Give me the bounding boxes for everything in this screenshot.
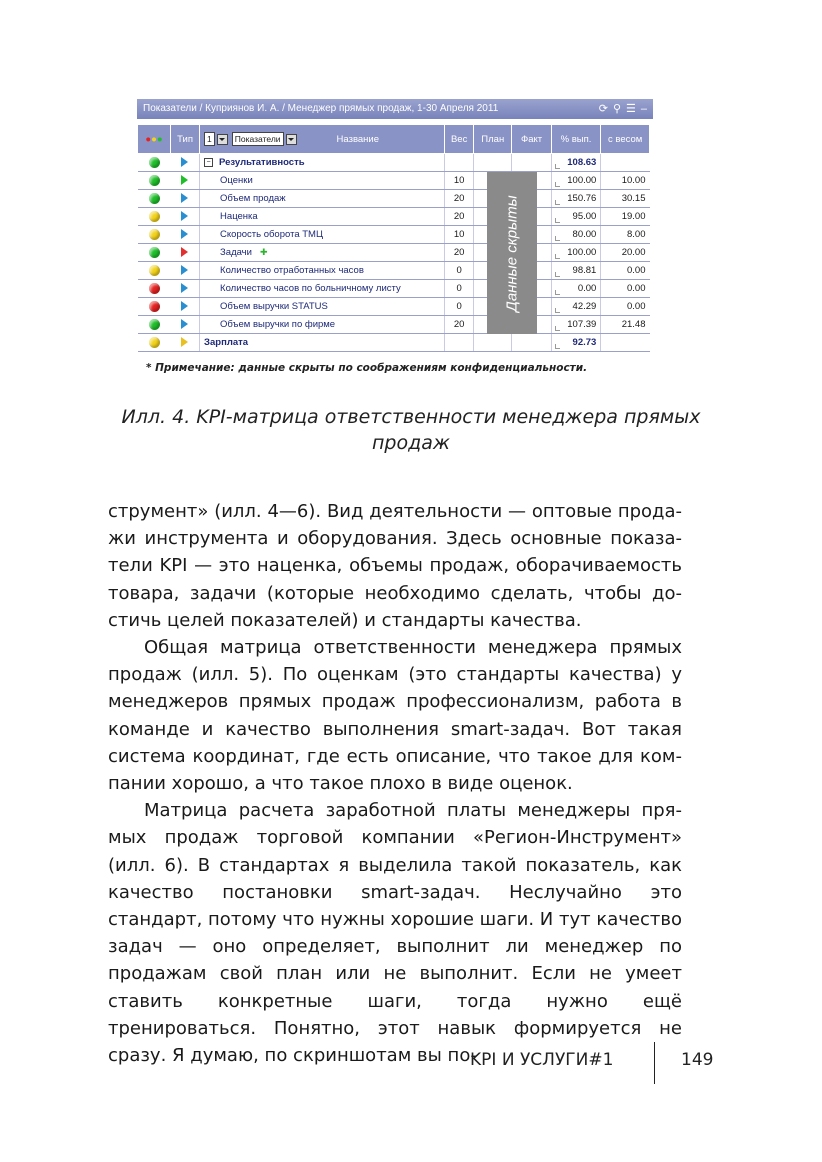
type-arrow-icon[interactable] (181, 319, 188, 329)
fact-cell (512, 154, 551, 172)
pct-cell: 95.00 (551, 208, 601, 226)
type-arrow-icon[interactable] (181, 265, 188, 275)
weight-cell (445, 334, 474, 352)
status-yellow-icon (149, 229, 160, 240)
refresh-icon[interactable]: ⟳ (598, 103, 608, 115)
weighted-cell: 20.00 (601, 244, 650, 262)
weight-cell: 20 (445, 244, 474, 262)
figure-caption: Илл. 4. KPI-матрица ответственности менеджера прямых продаж (121, 406, 701, 454)
widget-titlebar (137, 99, 653, 119)
type-arrow-icon[interactable] (181, 229, 188, 239)
chevron-down-icon (286, 134, 297, 145)
paragraph: Матрица расчета заработной платы менеджеры прямых продаж торговой компании «Регион-Инструмент» (илл. 6). В стандартах я выделила такой показатель, как качество постановки smart-задач. Неслучайно это стандарт, потому что нужны хорошие шаги. И тут качество задач — оно определяет, выполнит ли менеджер по продажам свой план или не выполнит. Если не умеет ставить конкретные шаги, тогда нужно ещё тренироваться. Понятно, этот навык формируется не сразу. Я думаю, по скриншотам вы по- (108, 800, 682, 1067)
chevron-down-icon (217, 134, 228, 145)
body-text (108, 498, 682, 1069)
weight-cell (445, 154, 474, 172)
type-arrow-icon[interactable] (181, 211, 188, 221)
confidentiality-note: * Примечание: данные скрыты по соображениям конфиденциальности. (146, 362, 588, 374)
footer-divider (654, 1042, 655, 1084)
status-yellow-icon (149, 211, 160, 222)
type-header[interactable]: Тип (171, 125, 200, 154)
weight-cell: 20 (445, 190, 474, 208)
name-header (200, 125, 445, 154)
weight-cell: 20 (445, 208, 474, 226)
type-arrow-icon[interactable] (181, 157, 188, 167)
pct-cell: 98.81 (551, 262, 601, 280)
weighted-cell: 0.00 (601, 262, 650, 280)
weighted-cell: 19.00 (601, 208, 650, 226)
type-arrow-icon[interactable] (181, 193, 188, 203)
weighted-cell: 0.00 (601, 280, 650, 298)
status-header: ●●● (138, 125, 171, 154)
row-name[interactable]: Объем продаж (200, 190, 445, 208)
row-name[interactable]: Скорость оборота ТМЦ (200, 226, 445, 244)
weighted-cell: 10.00 (601, 172, 650, 190)
status-green-icon (149, 157, 160, 168)
kpi-widget (137, 99, 653, 352)
status-green-icon (149, 319, 160, 330)
status-green-icon (149, 193, 160, 204)
search-icon[interactable]: ⚲ (612, 103, 621, 115)
row-name[interactable]: Объем выручки STATUS (200, 298, 445, 316)
weight-header[interactable]: Вес (445, 125, 474, 154)
table-row[interactable] (138, 190, 650, 208)
name-header-label[interactable]: Название (336, 133, 379, 145)
table-row[interactable] (138, 316, 650, 334)
row-name[interactable]: − Результативность (200, 154, 445, 172)
type-arrow-icon[interactable] (181, 283, 188, 293)
table-row[interactable] (138, 226, 650, 244)
pct-cell: 92.73 (551, 334, 601, 352)
status-yellow-icon (149, 337, 160, 348)
weight-cell: 0 (445, 262, 474, 280)
table-row[interactable] (138, 334, 650, 352)
status-red-icon (149, 283, 160, 294)
minimize-icon[interactable]: ‒ (640, 103, 647, 115)
pct-cell: 42.29 (551, 298, 601, 316)
weighted-cell: 8.00 (601, 226, 650, 244)
kpi-table (137, 124, 650, 352)
weighted-cell: 30.15 (601, 190, 650, 208)
pct-cell: 100.00 (551, 244, 601, 262)
status-yellow-icon (149, 265, 160, 276)
weight-cell: 0 (445, 280, 474, 298)
plan-header[interactable]: План (474, 125, 512, 154)
paragraph: струмент» (илл. 4—6). Вид деятельности — оптовые продажи инструмента и оборудования. Здесь основные показатели KPI — это наценка, объемы продаж, оборачиваемость товара, задачи (которые необходимо сделать, чтобы достичь целей показателей) и стандарты качества. (108, 501, 682, 631)
type-arrow-icon[interactable] (181, 247, 188, 257)
weight-cell: 10 (445, 226, 474, 244)
add-task-icon[interactable]: ✚ (259, 247, 268, 257)
row-name[interactable]: Количество часов по больничному листу (200, 280, 445, 298)
plan-cell (474, 334, 512, 352)
weighted-cell (601, 154, 650, 172)
pct-cell: 0.00 (551, 280, 601, 298)
filter-select[interactable]: Показатели (232, 132, 297, 146)
type-arrow-icon[interactable] (181, 337, 188, 347)
pct-cell: 80.00 (551, 226, 601, 244)
collapse-icon[interactable]: − (204, 158, 213, 167)
table-row[interactable] (138, 298, 650, 316)
pct-header[interactable]: % вып. (551, 125, 601, 154)
weight-cell: 0 (445, 298, 474, 316)
weighted-cell: 21.48 (601, 316, 650, 334)
status-green-icon (149, 247, 160, 258)
row-name[interactable]: Оценки (200, 172, 445, 190)
widget-title: Показатели / Куприянов И. А. / Менеджер прямых продаж, 1-30 Апреля 2011 (143, 103, 499, 114)
list-icon[interactable]: ☰ (626, 103, 636, 115)
page-number: 149 (681, 1050, 714, 1070)
table-row[interactable] (138, 154, 650, 172)
status-green-icon (149, 175, 160, 186)
status-red-icon (149, 301, 160, 312)
type-arrow-icon[interactable] (181, 301, 188, 311)
row-name[interactable]: Количество отработанных часов (200, 262, 445, 280)
row-name[interactable]: Зарплата (200, 334, 445, 352)
weight-cell: 20 (445, 316, 474, 334)
weighted-cell (601, 334, 650, 352)
pct-cell: 100.00 (551, 172, 601, 190)
hidden-data-overlay: Данные скрыты (487, 172, 537, 334)
weighted-cell: 0.00 (601, 298, 650, 316)
plan-cell (474, 154, 512, 172)
pct-cell: 107.39 (551, 316, 601, 334)
type-arrow-icon[interactable] (181, 175, 188, 185)
row-name[interactable]: Объем выручки по фирме (200, 316, 445, 334)
table-row[interactable] (138, 262, 650, 280)
weighted-header[interactable]: с весом (601, 125, 650, 154)
pct-cell: 150.76 (551, 190, 601, 208)
table-row[interactable] (138, 208, 650, 226)
table-row[interactable] (138, 244, 650, 262)
pct-cell: 108.63 (551, 154, 601, 172)
level-select[interactable]: 1 (204, 132, 228, 146)
running-footer-title: KPI И УСЛУГИ#1 (470, 1050, 614, 1070)
fact-cell (512, 334, 551, 352)
paragraph: Общая матрица ответственности менеджера прямых продаж (илл. 5). По оценкам (это стандарты качества) у менеджеров прямых продаж профессионализм, работа в команде и качество выполнения smart-задач. Вот такая система координат, где есть описание, что такое для компании хорошо, а что такое плохо в виде оценок. (108, 637, 682, 795)
fact-header[interactable]: Факт (512, 125, 551, 154)
table-row[interactable] (138, 280, 650, 298)
weight-cell: 10 (445, 172, 474, 190)
row-name[interactable]: Задачи ✚ (200, 244, 445, 262)
row-name[interactable]: Наценка (200, 208, 445, 226)
table-row[interactable] (138, 172, 650, 190)
